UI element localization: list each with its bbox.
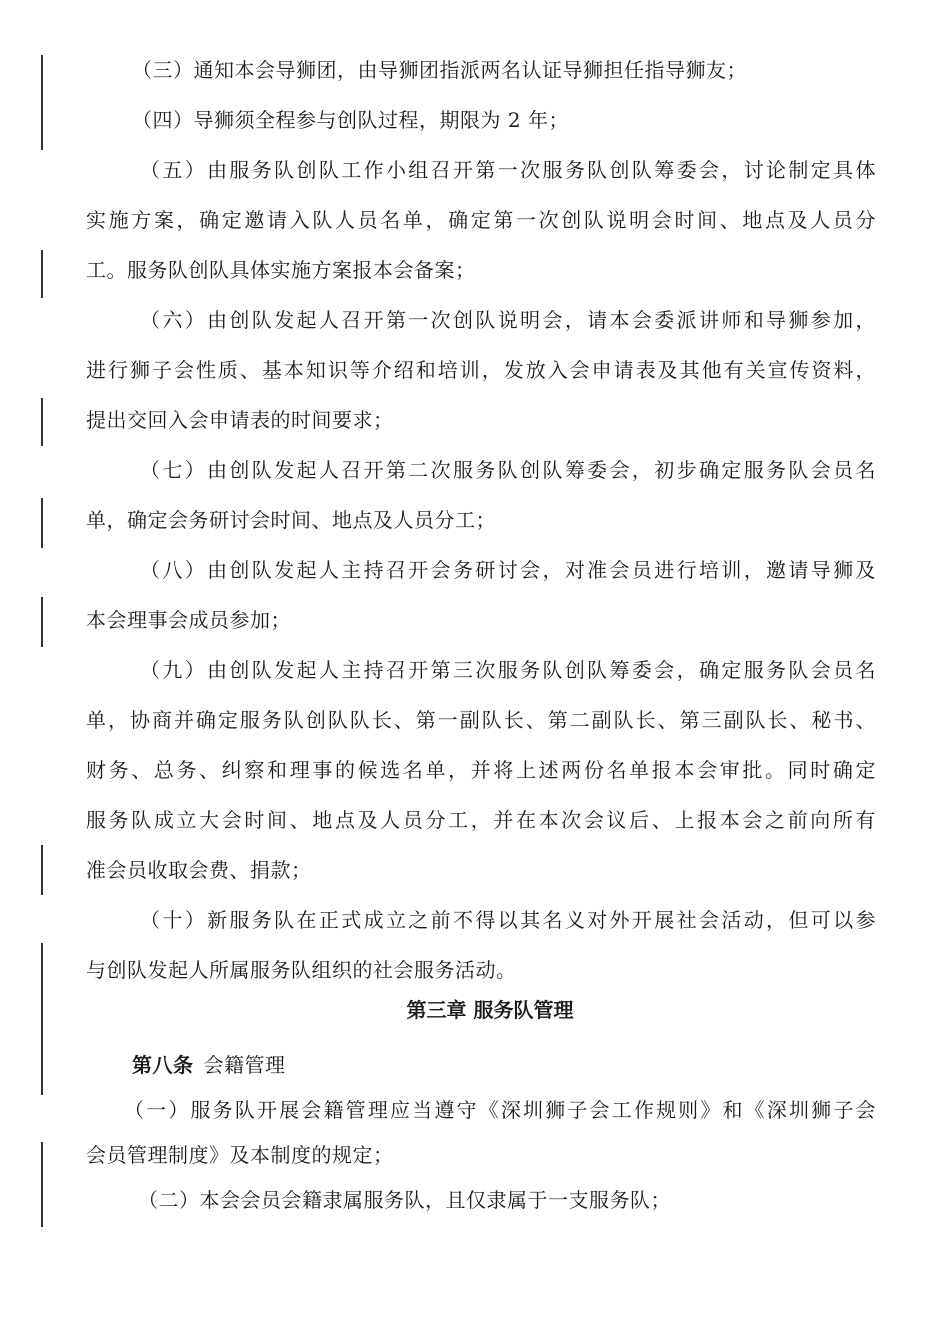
revision-bar: [41, 398, 43, 446]
revision-bar: [41, 55, 43, 150]
paragraph-line: （六）由创队发起人召开第一次创队说明会，请本会委派讲师和导狮参加，: [140, 308, 876, 332]
paragraph-line: 提出交回入会申请表的时间要求；: [86, 408, 394, 432]
paragraph-line: 财务、总务、纠察和理事的候选名单，并将上述两份名单报本会审批。同时确定: [86, 758, 876, 782]
paragraph-line: 准会员收取会费、捐款；: [86, 858, 312, 882]
revision-bar: [41, 597, 43, 647]
paragraph-line: （八）由创队发起人主持召开会务研讨会，对准会员进行培训，邀请导狮及: [140, 558, 876, 582]
paragraph-line: （四）导狮须全程参与创队过程，期限为 2 年；: [132, 108, 569, 132]
revision-bar: [41, 1142, 43, 1227]
paragraph-line: （九）由创队发起人主持召开第三次服务队创队筹委会，确定服务队会员名: [140, 658, 876, 682]
revision-bar: [41, 250, 43, 298]
paragraph-line: （一）服务队开展会籍管理应当遵守《深圳狮子会工作规则》和《深圳狮子会: [124, 1098, 876, 1122]
paragraph-line: （五）由服务队创队工作小组召开第一次服务队创队筹委会，讨论制定具体: [140, 158, 876, 182]
article-label: 第八条: [132, 1053, 194, 1077]
paragraph-line: （十）新服务队在正式成立之前不得以其名义对外开展社会活动，但可以参: [140, 908, 876, 932]
paragraph-line: 本会理事会成员参加；: [86, 608, 291, 632]
paragraph-line: 实施方案，确定邀请入队人员名单，确定第一次创队说明会时间、地点及人员分: [86, 208, 876, 232]
article-heading: [132, 1050, 876, 1080]
chapter-heading: 第三章 服务队管理: [406, 998, 574, 1022]
revision-bar: [41, 498, 43, 548]
paragraph-line: 单，确定会务研讨会时间、地点及人员分工；: [86, 508, 496, 532]
paragraph-line: 工。服务队创队具体实施方案报本会备案；: [86, 258, 476, 282]
paragraph-line: 单，协商并确定服务队创队队长、第一副队长、第二副队长、第三副队长、秘书、: [86, 708, 876, 732]
article-title: 会籍管理: [203, 1053, 286, 1077]
paragraph-line: （三）通知本会导狮团，由导狮团指派两名认证导狮担任指导狮友；: [132, 58, 747, 82]
paragraph-line: （七）由创队发起人召开第二次服务队创队筹委会，初步确定服务队会员名: [140, 458, 876, 482]
paragraph-line: 会员管理制度》及本制度的规定；: [86, 1143, 394, 1167]
paragraph-line: 进行狮子会性质、基本知识等介绍和培训，发放入会申请表及其他有关宣传资料，: [86, 358, 876, 382]
revision-bar: [41, 845, 43, 895]
paragraph-line: （二）本会会员会籍隶属服务队，且仅隶属于一支服务队；: [138, 1188, 671, 1212]
paragraph-line: 服务队成立大会时间、地点及人员分工，并在本次会议后、上报本会之前向所有: [86, 808, 876, 832]
paragraph-line: 与创队发起人所属服务队组织的社会服务活动。: [86, 958, 517, 982]
